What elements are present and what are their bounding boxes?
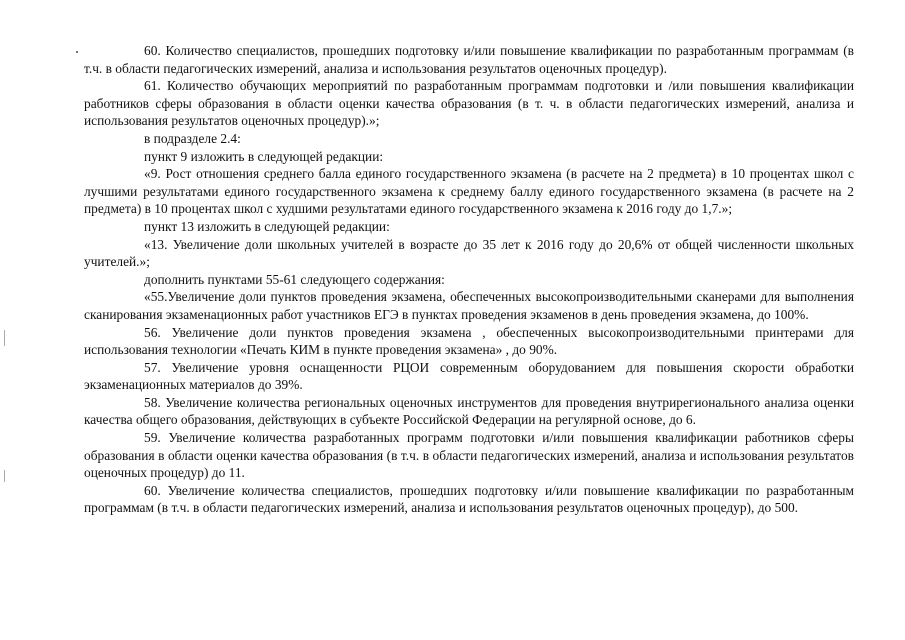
paragraph-item-60: 60. Количество специалистов, прошедших подготовку и/или повышение квалификации по разработанным программам (в т.ч. в области педагогических измерений, анализа и использования результатов оценочных процедур). (84, 43, 854, 76)
paragraph-point-9: «9. Рост отношения среднего балла единого государственного экзамена (в расчете на 2 предмета) в 10 процентах школ с лучшими результатами единого государственного экзамена к среднему баллу единого государственного экзамена (в расчете на 2 предмета) в 10 процентах школ с худшими результатами единого государственного экзамена к 2016 году до 1,7.»; (84, 166, 854, 217)
paragraph-item-61: 61. Количество обучающих мероприятий по разработанным программам подготовки и /или повышения квалификации работников сферы образования в области оценки качества образования (в т. ч. в области педагогических измерений, анализа и использования результатов оценочных процедур).»; (84, 78, 854, 129)
paragraph-point-9-intro: пункт 9 изложить в следующей редакции: (144, 148, 384, 164)
scan-edge-mark (4, 330, 5, 346)
paragraph-point-60: 60. Увеличение количества специалистов, прошедших подготовку и/или повышение квалификации по разработанным программам (в т.ч. в области педагогических измерений, анализа и использования результатов оценочных процедур), до 500. (84, 482, 854, 516)
paragraph-point-13: «13. Увеличение доли школьных учителей в возрасте до 35 лет к 2016 году до 20,6% от общей численности школьных учителей.»; (84, 236, 854, 270)
paragraph-add-points-intro: дополнить пунктами 55-61 следующего содержания: (144, 271, 445, 287)
paragraph-subsection-2-4: в подразделе 2.4: (144, 130, 241, 146)
scan-edge-mark (4, 470, 5, 482)
paragraph-point-55: «55.Увеличение доли пунктов проведения экзамена, обеспеченных высокопроизводительными сканерами для выполнения сканирования экзаменационных работ участников ЕГЭ в пунктах проведения экзаменов в день проведения экзамена, до 100%. (84, 289, 854, 322)
document-body (84, 42, 854, 517)
paragraph-point-13-intro: пункт 13 изложить в следующей редакции: (144, 218, 390, 234)
paragraph-point-56: 56. Увеличение доли пунктов проведения экзамена , обеспеченных высокопроизводительными принтерами для использования технологии «Печать КИМ в пункте проведения экзамена» , до 90%. (84, 324, 854, 358)
scan-speck (76, 51, 78, 53)
paragraph-point-59: 59. Увеличение количества разработанных программ подготовки и/или повышения квалификации работников сферы образования в области оценки качества образования (в т.ч. в области педагогических измерений, анализа и использования результатов оценочных процедур) до 11. (84, 430, 854, 481)
paragraph-point-57: 57. Увеличение уровня оснащенности РЦОИ современным оборудованием для повышения скорости обработки экзаменационных материалов до 39%. (84, 359, 854, 393)
paragraph-point-58: 58. Увеличение количества региональных оценочных инструментов для проведения внутрирегионального анализа оценки качества общего образования, действующих в субъекте Российской Федерации на регулярной основе, до 6. (84, 394, 854, 428)
